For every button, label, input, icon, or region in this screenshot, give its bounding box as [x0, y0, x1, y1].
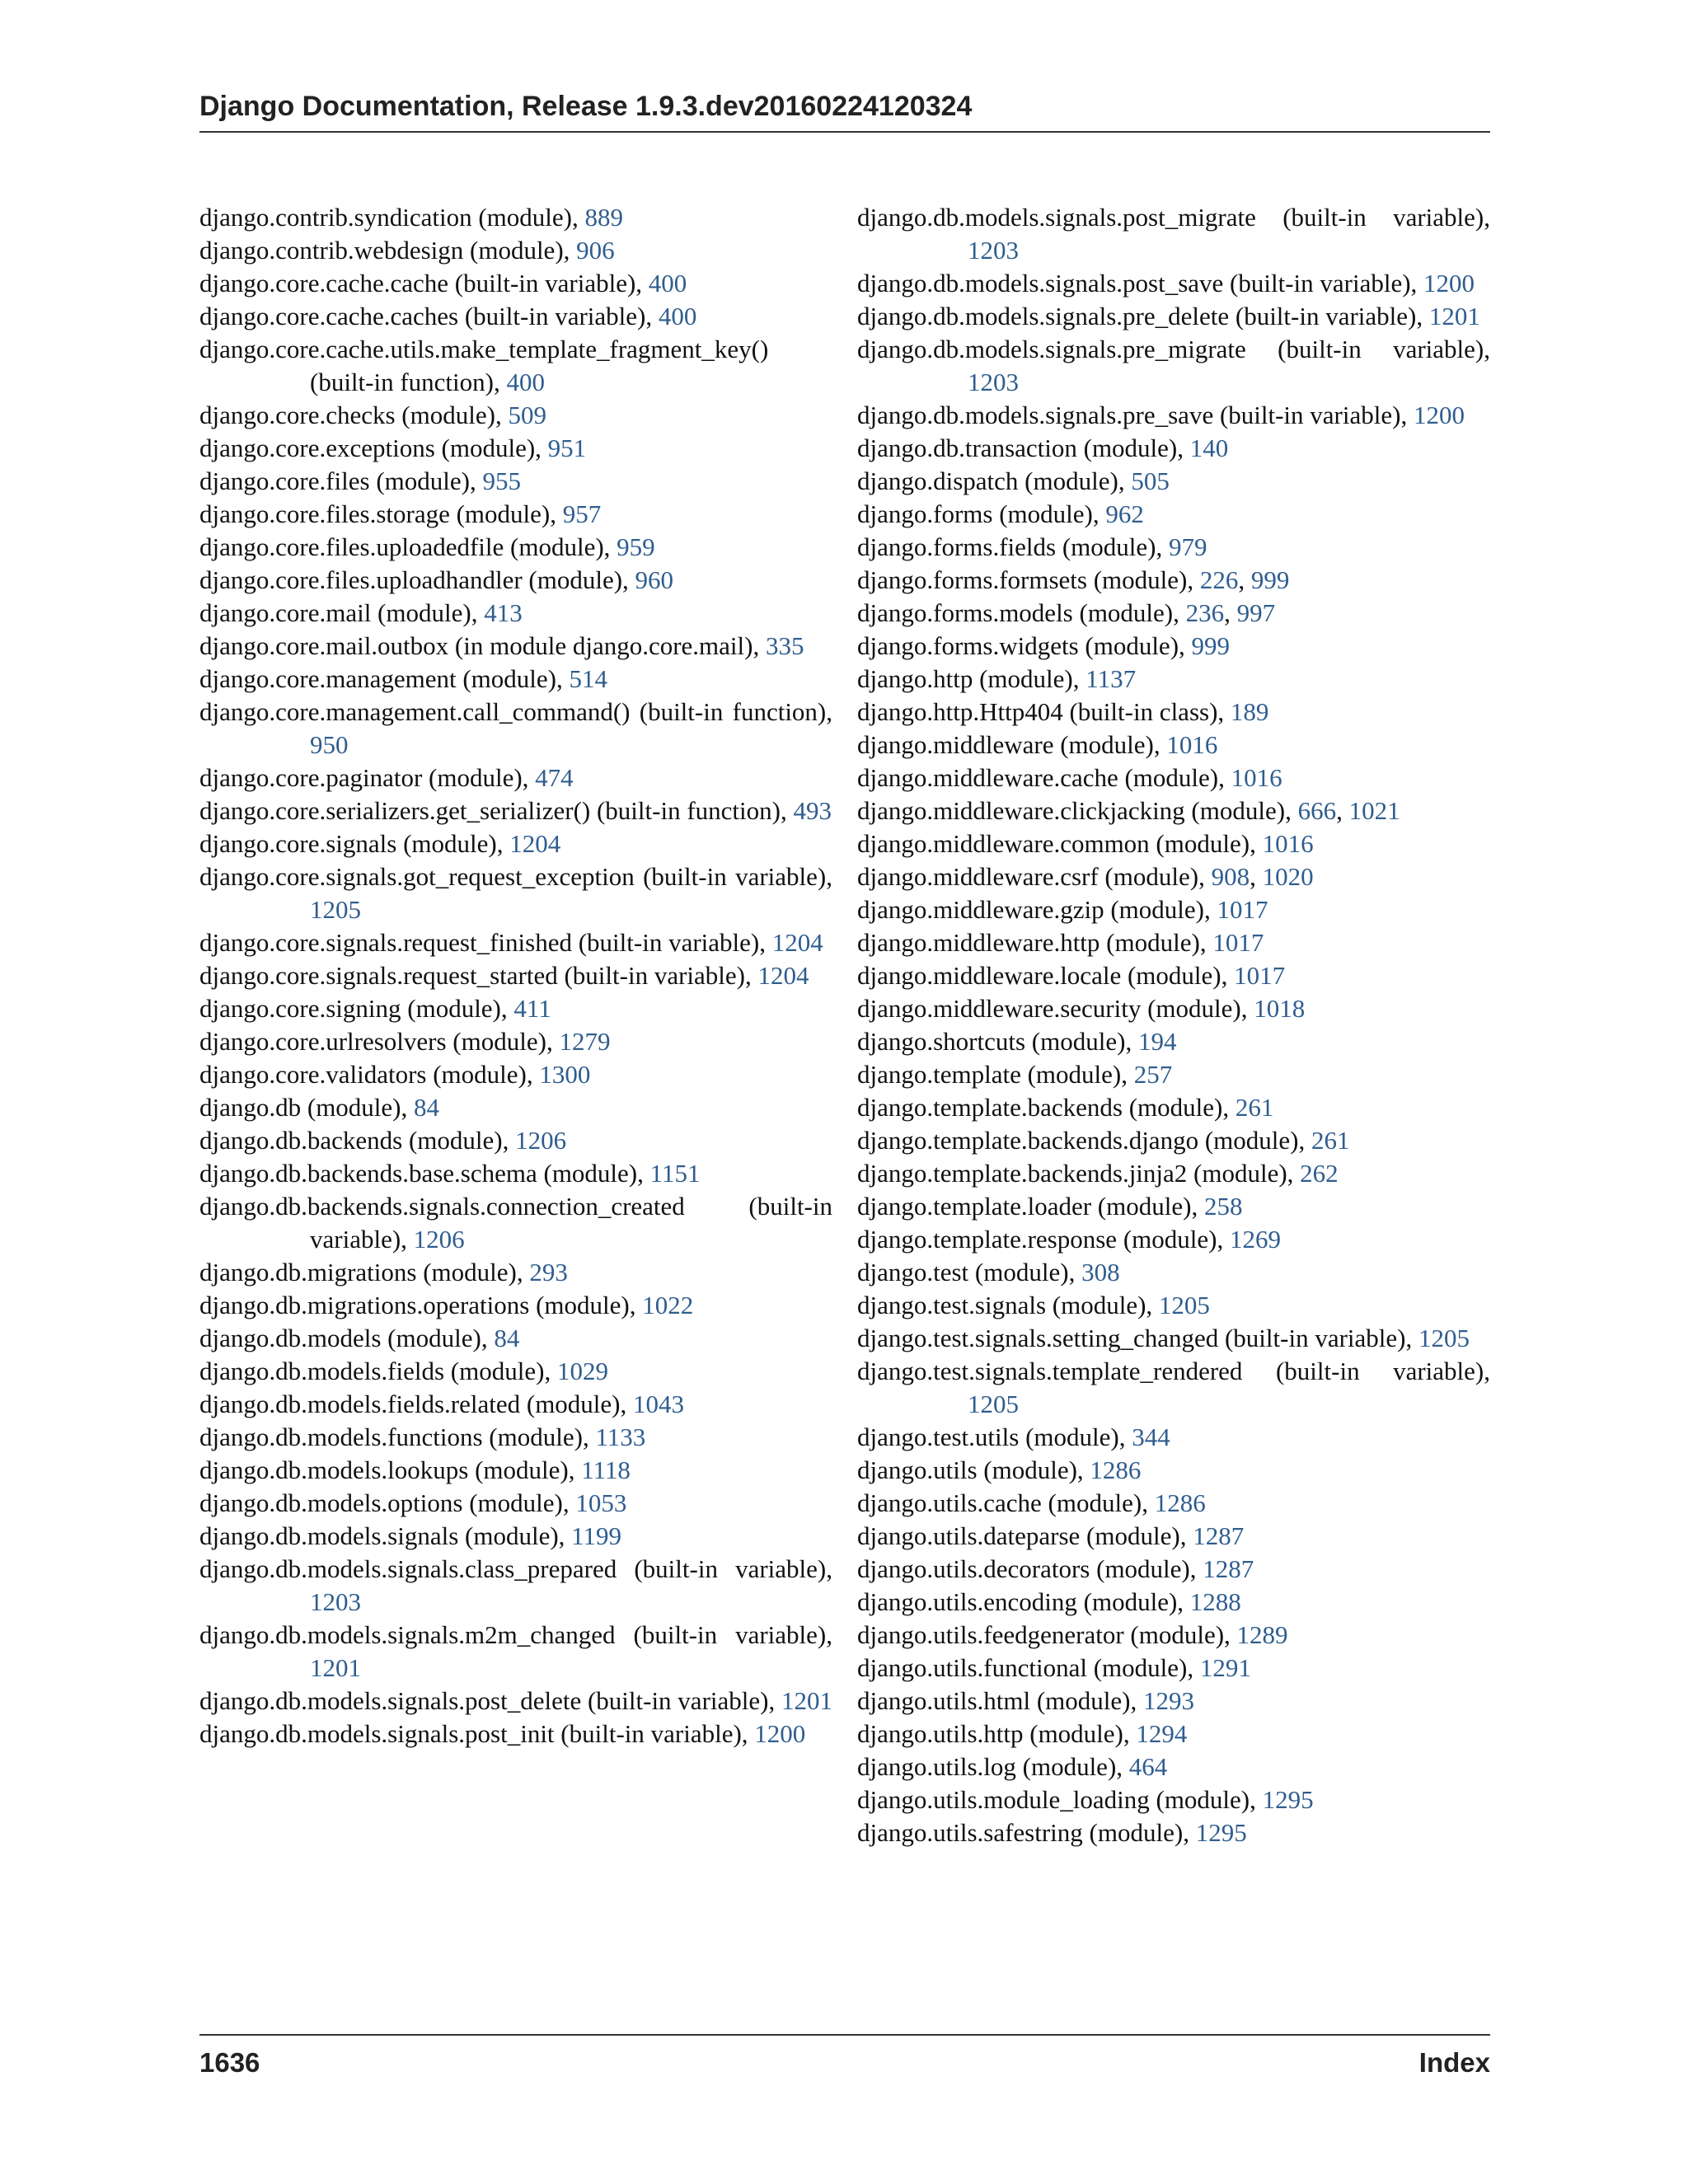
index-entry: django.db.models.signals.m2m_changed (built-in variable), 1201 — [199, 1620, 832, 1682]
page-link[interactable]: 1293 — [1143, 1686, 1194, 1715]
index-entry: django.db.backends (module), 1206 — [199, 1126, 567, 1155]
page-link[interactable]: 1205 — [968, 1390, 1019, 1418]
index-entry: django.core.files.storage (module), 957 — [199, 499, 602, 528]
page-link[interactable]: 957 — [562, 499, 602, 528]
index-entry-term: django.db.models.functions (module) — [199, 1422, 583, 1451]
index-entry-term: django.db.backends (module) — [199, 1126, 503, 1155]
page-link[interactable]: 261 — [1311, 1126, 1350, 1155]
index-entry: django.utils.http (module), 1294 — [857, 1719, 1188, 1748]
index-entry-term: django.template.response (module) — [857, 1225, 1217, 1254]
index-entry-term: django.db.transaction (module) — [857, 434, 1178, 462]
page-link[interactable]: 1287 — [1193, 1521, 1245, 1550]
index-entry: django.core.files (module), 955 — [199, 466, 521, 495]
index-entry: django.test.signals (module), 1205 — [857, 1291, 1210, 1319]
page-link[interactable]: 1204 — [771, 928, 823, 957]
index-entry: django.http.Http404 (built-in class), 189 — [857, 697, 1269, 726]
page-link[interactable]: 1201 — [781, 1686, 832, 1715]
index-entry-term: django.utils.module_loading (module) — [857, 1785, 1250, 1814]
page-header — [199, 91, 1490, 133]
index-entry-term: django.template.backends.jinja2 (module) — [857, 1159, 1287, 1188]
page-link[interactable]: 1203 — [310, 1587, 361, 1616]
index-entry-term: django.db.models.fields.related (module) — [199, 1390, 621, 1418]
index-entry-term: django.db.migrations.operations (module) — [199, 1291, 630, 1319]
index-entry: django.core.signals.request_started (built-in variable), 1204 — [199, 961, 809, 990]
index-entry-term: django.utils.dateparse (module) — [857, 1521, 1180, 1550]
index-entry: django.test (module), 308 — [857, 1258, 1120, 1286]
index-entry: django.middleware.common (module), 1016 — [857, 829, 1314, 858]
index-columns — [199, 201, 1490, 1849]
page-link[interactable]: 84 — [494, 1324, 520, 1352]
page-link[interactable]: 889 — [584, 203, 623, 232]
page-link[interactable]: 1205 — [310, 895, 361, 924]
page-link[interactable]: 950 — [310, 730, 349, 759]
index-entry: django.utils (module), 1286 — [857, 1455, 1142, 1484]
index-entry: django.db (module), 84 — [199, 1093, 440, 1122]
page-link[interactable]: 236 — [1185, 598, 1225, 627]
index-entry: django.db.models.lookups (module), 1118 — [199, 1455, 631, 1484]
page-link[interactable]: 1206 — [515, 1126, 567, 1155]
index-entry-term: django.db.models.signals.pre_delete (built-in variable) — [857, 302, 1417, 330]
index-entry: django.core.signals (module), 1204 — [199, 829, 561, 858]
index-entry: django.contrib.webdesign (module), 906 — [199, 236, 615, 265]
page-link[interactable]: 959 — [617, 532, 655, 561]
index-entry: django.db.models.signals (module), 1199 — [199, 1521, 622, 1550]
index-entry-term: django.utils.feedgenerator (module) — [857, 1620, 1225, 1649]
index-entry-term: django.middleware.cache (module) — [857, 763, 1219, 792]
page-link[interactable]: 960 — [635, 565, 674, 594]
index-entry-term: django.core.files.storage (module) — [199, 499, 551, 528]
index-entry-term: django.core.signing (module) — [199, 994, 501, 1023]
index-entry-term: django.utils.log (module) — [857, 1752, 1117, 1781]
index-entry-term: django.core.cache.caches (built-in variable) — [199, 302, 646, 330]
index-entry: django.utils.decorators (module), 1287 — [857, 1554, 1254, 1583]
index-entry: django.core.checks (module), 509 — [199, 401, 546, 429]
page-link[interactable]: 1288 — [1189, 1587, 1241, 1616]
index-entry-term: django.core.files.uploadedfile (module) — [199, 532, 604, 561]
index-entry: django.core.exceptions (module), 951 — [199, 434, 587, 462]
page-link[interactable]: 1201 — [310, 1653, 361, 1682]
index-entry: django.db.models.signals.pre_save (built-in variable), 1200 — [857, 401, 1465, 429]
index-entry: django.core.cache.utils.make_template_fragment_key() (built-in function), 400 — [199, 335, 769, 396]
page-link[interactable]: 505 — [1131, 466, 1170, 495]
index-entry-term: django.core.serializers.get_serializer() (built-in function) — [199, 796, 781, 825]
index-entry-term: django.core.signals (module) — [199, 829, 497, 858]
index-entry: django.db.models.signals.post_save (built-in variable), 1200 — [857, 269, 1475, 298]
index-entry: django.db.models.signals.post_init (built-in variable), 1200 — [199, 1719, 806, 1748]
index-entry: django.core.cache.cache (built-in variable), 400 — [199, 269, 687, 298]
page-link[interactable]: 194 — [1137, 1027, 1177, 1056]
page-link[interactable]: 1286 — [1154, 1488, 1206, 1517]
index-entry: django.core.paginator (module), 474 — [199, 763, 574, 792]
page-link[interactable]: 1017 — [1217, 895, 1268, 924]
index-entry: django.template.backends.jinja2 (module), 262 — [857, 1159, 1339, 1188]
index-entry: django.utils.cache (module), 1286 — [857, 1488, 1206, 1517]
index-entry-term: django.core.files (module) — [199, 466, 470, 495]
page-link[interactable]: 400 — [648, 269, 687, 298]
index-entry: django.db.models.signals.class_prepared (built-in variable), 1203 — [199, 1554, 832, 1616]
index-entry-term: django.core.management.call_command() (built-in function) — [199, 697, 827, 726]
index-entry: django.utils.safestring (module), 1295 — [857, 1818, 1247, 1847]
index-entry-term: django.middleware.http (module) — [857, 928, 1200, 957]
index-entry-term: django.db.models.options (module) — [199, 1488, 563, 1517]
index-entry-term: django.template.backends.django (module) — [857, 1126, 1299, 1155]
page-link[interactable]: 308 — [1081, 1258, 1120, 1286]
page-link[interactable]: 999 — [1250, 565, 1290, 594]
page-number: 1636 — [199, 2047, 260, 2078]
index-entry: django.shortcuts (module), 194 — [857, 1027, 1177, 1056]
index-entry-term: django.db.backends.base.schema (module) — [199, 1159, 638, 1188]
page-footer — [199, 2034, 1490, 2079]
index-entry: django.db.models.fields.related (module), 1043 — [199, 1390, 685, 1418]
page-link[interactable]: 666 — [1297, 796, 1337, 825]
index-entry: django.test.signals.setting_changed (built-in variable), 1205 — [857, 1324, 1470, 1352]
page-link[interactable]: 1199 — [571, 1521, 622, 1550]
page-link[interactable]: 1205 — [1158, 1291, 1210, 1319]
index-entry: django.db.models (module), 84 — [199, 1324, 520, 1352]
index-entry-term: django.utils (module) — [857, 1455, 1077, 1484]
index-entry: django.core.signals.request_finished (built-in variable), 1204 — [199, 928, 823, 957]
index-entry: django.middleware.gzip (module), 1017 — [857, 895, 1268, 924]
index-entry-term: django.utils.cache (module) — [857, 1488, 1142, 1517]
index-entry-term: django.http.Http404 (built-in class) — [857, 697, 1218, 726]
index-entry-term: django.middleware.locale (module) — [857, 961, 1221, 990]
page-link[interactable]: 1022 — [642, 1291, 694, 1319]
page-link[interactable]: 1294 — [1136, 1719, 1188, 1748]
index-entry-term: django.middleware.clickjacking (module) — [857, 796, 1286, 825]
page-link[interactable]: 1151 — [649, 1159, 701, 1188]
page-link[interactable]: 1204 — [509, 829, 561, 858]
index-entry: django.middleware.security (module), 1018 — [857, 994, 1306, 1023]
page-link[interactable]: 1016 — [1262, 829, 1314, 858]
index-entry: django.core.validators (module), 1300 — [199, 1060, 591, 1089]
index-entry: django.middleware.cache (module), 1016 — [857, 763, 1282, 792]
index-entry-term: django.contrib.syndication (module) — [199, 203, 572, 232]
page-link[interactable]: 474 — [535, 763, 574, 792]
index-entry-term: django.db.backends.signals.connection_created (built-in variable) — [199, 1192, 832, 1254]
page-link[interactable]: 84 — [414, 1093, 440, 1122]
index-entry: django.utils.feedgenerator (module), 1289 — [857, 1620, 1288, 1649]
index-entry: django.dispatch (module), 505 — [857, 466, 1170, 495]
index-entry: django.db.models.options (module), 1053 — [199, 1488, 627, 1517]
index-entry-term: django.test.signals (module) — [857, 1291, 1146, 1319]
index-entry-term: django.core.signals.request_finished (built-in variable) — [199, 928, 760, 957]
index-entry-term: django.middleware.security (module) — [857, 994, 1241, 1023]
index-entry-term: django.template.backends (module) — [857, 1093, 1223, 1122]
page-link[interactable]: 293 — [529, 1258, 568, 1286]
index-entry-term: django.core.signals.got_request_exception (built-in variable) — [199, 862, 827, 891]
page-link[interactable]: 1203 — [968, 236, 1019, 265]
page-link[interactable]: 1200 — [754, 1719, 806, 1748]
index-entry: django.utils.log (module), 464 — [857, 1752, 1168, 1781]
index-entry-term: django.db.models.signals (module) — [199, 1521, 559, 1550]
page-link[interactable]: 951 — [547, 434, 587, 462]
index-entry: django.test.utils (module), 344 — [857, 1422, 1170, 1451]
page-link[interactable]: 261 — [1235, 1093, 1274, 1122]
page-link[interactable]: 1017 — [1212, 928, 1264, 957]
index-entry: django.template.loader (module), 258 — [857, 1192, 1243, 1221]
index-entry-term: django.dispatch (module) — [857, 466, 1118, 495]
index-entry-term: django.http (module) — [857, 664, 1073, 693]
index-entry: django.db.models.signals.pre_delete (built-in variable), 1201 — [857, 302, 1480, 330]
page-link[interactable]: 411 — [513, 994, 551, 1023]
index-entry: django.core.signing (module), 411 — [199, 994, 551, 1023]
page-link[interactable]: 1287 — [1203, 1554, 1254, 1583]
index-entry: django.middleware.http (module), 1017 — [857, 928, 1264, 957]
page-link[interactable]: 257 — [1133, 1060, 1173, 1089]
index-entry: django.http (module), 1137 — [857, 664, 1137, 693]
index-entry: django.utils.encoding (module), 1288 — [857, 1587, 1241, 1616]
index-entry: django.db.backends.base.schema (module), 1151 — [199, 1159, 701, 1188]
page-link[interactable]: 1269 — [1229, 1225, 1281, 1254]
index-entry: django.middleware (module), 1016 — [857, 730, 1218, 759]
index-entry-term: django.core.checks (module) — [199, 401, 495, 429]
index-entry-term: django.core.files.uploadhandler (module) — [199, 565, 623, 594]
index-entry: django.core.mail.outbox (in module django.core.mail), 335 — [199, 631, 804, 660]
index-entry-term: django.test.signals.setting_changed (built-in variable) — [857, 1324, 1406, 1352]
index-entry-term: django.db.models.signals.post_init (built-in variable) — [199, 1719, 742, 1748]
index-entry-term: django.template (module) — [857, 1060, 1122, 1089]
index-entry-term: django.utils.encoding (module) — [857, 1587, 1178, 1616]
index-entry-term: django.middleware.common (module) — [857, 829, 1250, 858]
page-link[interactable]: 1200 — [1413, 401, 1465, 429]
index-entry-term: django.forms (module) — [857, 499, 1093, 528]
page-link[interactable]: 1017 — [1234, 961, 1286, 990]
index-entry-term: django.utils.http (module) — [857, 1719, 1123, 1748]
index-entry: django.core.signals.got_request_exception (built-in variable), 1205 — [199, 862, 832, 924]
index-entry: django.middleware.locale (module), 1017 — [857, 961, 1286, 990]
index-entry-term: django.db.models.signals.post_delete (built-in variable) — [199, 1686, 769, 1715]
page-link[interactable]: 1053 — [575, 1488, 627, 1517]
index-entry-term: django.forms.widgets (module) — [857, 631, 1179, 660]
index-entry-term: django.core.validators (module) — [199, 1060, 527, 1089]
index-entry-term: django.db.models.lookups (module) — [199, 1455, 569, 1484]
index-entry-term: django.core.management (module) — [199, 664, 556, 693]
page-link[interactable]: 464 — [1128, 1752, 1168, 1781]
page-link[interactable]: 1020 — [1262, 862, 1314, 891]
index-entry-term: django.core.exceptions (module) — [199, 434, 536, 462]
index-entry: django.template.backends (module), 261 — [857, 1093, 1274, 1122]
index-entry: django.db.models.fields (module), 1029 — [199, 1357, 608, 1385]
index-entry-term: django.core.mail (module) — [199, 598, 471, 627]
index-entry: django.core.mail (module), 413 — [199, 598, 523, 627]
document-title: Django Documentation, Release 1.9.3.dev20160224120324 — [199, 91, 973, 122]
index-entry-term: django.utils.functional (module) — [857, 1653, 1188, 1682]
page-link[interactable]: 997 — [1236, 598, 1276, 627]
index-entry-term: django.core.cache.cache (built-in variable) — [199, 269, 636, 298]
section-name: Index — [1418, 2047, 1490, 2078]
index-entry: django.template.response (module), 1269 — [857, 1225, 1281, 1254]
index-column-right — [857, 201, 1490, 1849]
index-entry-term: django.core.urlresolvers (module) — [199, 1027, 546, 1056]
index-entry: django.utils.html (module), 1293 — [857, 1686, 1194, 1715]
index-entry-term: django.template.loader (module) — [857, 1192, 1192, 1221]
page-link[interactable]: 1021 — [1348, 796, 1400, 825]
index-entry: django.core.files.uploadhandler (module), 960 — [199, 565, 674, 594]
index-entry-term: django.test (module) — [857, 1258, 1069, 1286]
index-entry-term: django.middleware.gzip (module) — [857, 895, 1204, 924]
index-entry-term: django.test.utils (module) — [857, 1422, 1119, 1451]
index-entry-term: django.middleware.csrf (module) — [857, 862, 1199, 891]
index-entry: django.db.models.signals.pre_migrate (built-in variable), 1203 — [857, 335, 1490, 396]
index-entry: django.forms.fields (module), 979 — [857, 532, 1207, 561]
index-column-left — [199, 201, 832, 1849]
index-entry: django.db.backends.signals.connection_created (built-in variable), 1206 — [199, 1192, 832, 1254]
index-entry-term: django.db.models.signals.class_prepared (built-in variable) — [199, 1554, 827, 1583]
index-entry-term: django.db.migrations (module) — [199, 1258, 517, 1286]
index-entry: django.utils.module_loading (module), 1295 — [857, 1785, 1314, 1814]
index-entry: django.middleware.csrf (module), 908, 1020 — [857, 862, 1314, 891]
index-entry: django.core.urlresolvers (module), 1279 — [199, 1027, 611, 1056]
page-link[interactable]: 999 — [1191, 631, 1231, 660]
index-entry-term: django.utils.decorators (module) — [857, 1554, 1190, 1583]
index-entry-term: django.forms.fields (module) — [857, 532, 1156, 561]
index-entry: django.core.management (module), 514 — [199, 664, 607, 693]
index-entry: django.db.transaction (module), 140 — [857, 434, 1229, 462]
index-entry-term: django.core.signals.request_started (built-in variable) — [199, 961, 745, 990]
index-entry: django.db.migrations (module), 293 — [199, 1258, 568, 1286]
index-entry-term: django.forms.models (module) — [857, 598, 1174, 627]
index-entry: django.forms.widgets (module), 999 — [857, 631, 1231, 660]
page-link[interactable]: 1201 — [1428, 302, 1480, 330]
page-link[interactable]: 258 — [1203, 1192, 1243, 1221]
index-entry: django.middleware.clickjacking (module), 666, 1021 — [857, 796, 1400, 825]
page-link[interactable]: 908 — [1211, 862, 1250, 891]
index-entry-term: django.db (module) — [199, 1093, 401, 1122]
page-link[interactable]: 1200 — [1423, 269, 1475, 298]
page-link[interactable]: 1204 — [757, 961, 809, 990]
index-entry: django.contrib.syndication (module), 889 — [199, 203, 623, 232]
index-entry-term: django.core.paginator (module) — [199, 763, 523, 792]
page-link[interactable]: 1295 — [1195, 1818, 1247, 1847]
index-entry-term: django.db.models.signals.pre_migrate (built-in variable) — [857, 335, 1484, 363]
index-entry: django.forms (module), 962 — [857, 499, 1144, 528]
page-link[interactable]: 335 — [765, 631, 804, 660]
index-entry: django.db.models.signals.post_delete (built-in variable), 1201 — [199, 1686, 832, 1715]
page-link[interactable]: 906 — [576, 236, 615, 265]
page-link[interactable]: 1018 — [1254, 994, 1306, 1023]
page-link[interactable]: 1295 — [1262, 1785, 1314, 1814]
page-link[interactable]: 962 — [1105, 499, 1144, 528]
page-link[interactable]: 514 — [569, 664, 607, 693]
page-link[interactable]: 1118 — [581, 1455, 631, 1484]
index-entry: django.utils.dateparse (module), 1287 — [857, 1521, 1245, 1550]
index-entry-term: django.test.signals.template_rendered (built-in variable) — [857, 1357, 1484, 1385]
index-entry-term: django.contrib.webdesign (module) — [199, 236, 564, 265]
page-link[interactable]: 400 — [658, 302, 697, 330]
page-link[interactable]: 344 — [1132, 1422, 1170, 1451]
page-link[interactable]: 400 — [506, 368, 545, 396]
index-entry-term: django.db.models.signals.m2m_changed (built-in variable) — [199, 1620, 827, 1649]
page-link[interactable]: 1043 — [633, 1390, 685, 1418]
page-link[interactable]: 1016 — [1231, 763, 1282, 792]
page-link[interactable]: 1286 — [1090, 1455, 1142, 1484]
index-entry: django.core.cache.caches (built-in variable), 400 — [199, 302, 697, 330]
index-entry-term: django.db.models.signals.post_save (built-in variable) — [857, 269, 1411, 298]
index-entry: django.forms.formsets (module), 226, 999 — [857, 565, 1290, 594]
index-entry-term: django.core.mail.outbox (in module django.core.mail) — [199, 631, 753, 660]
index-entry-term: django.utils.safestring (module) — [857, 1818, 1184, 1847]
page-link[interactable]: 1291 — [1199, 1653, 1251, 1682]
page-link[interactable]: 189 — [1230, 697, 1269, 726]
index-entry-term: django.db.models.signals.pre_save (built-in variable) — [857, 401, 1401, 429]
page-link[interactable]: 1279 — [559, 1027, 611, 1056]
page-link[interactable]: 1205 — [1418, 1324, 1470, 1352]
page-link[interactable]: 1029 — [556, 1357, 608, 1385]
index-entry-term: django.middleware (module) — [857, 730, 1154, 759]
index-entry: django.template.backends.django (module), 261 — [857, 1126, 1350, 1155]
index-entry-term: django.utils.html (module) — [857, 1686, 1131, 1715]
page-link[interactable]: 1206 — [413, 1225, 465, 1254]
index-entry-term: django.forms.formsets (module) — [857, 565, 1188, 594]
index-entry-term: django.db.models (module) — [199, 1324, 481, 1352]
index-entry: django.template (module), 257 — [857, 1060, 1173, 1089]
index-entry-term: django.db.models.fields (module) — [199, 1357, 545, 1385]
index-entry-term: django.db.models.signals.post_migrate (built-in variable) — [857, 203, 1484, 232]
page-link[interactable]: 1300 — [539, 1060, 591, 1089]
index-entry: django.core.management.call_command() (built-in function), 950 — [199, 697, 832, 759]
index-entry: django.core.files.uploadedfile (module), 959 — [199, 532, 655, 561]
index-entry: django.db.models.functions (module), 1133 — [199, 1422, 646, 1451]
index-entry: django.utils.functional (module), 1291 — [857, 1653, 1251, 1682]
page-link[interactable]: 955 — [482, 466, 521, 495]
page-link[interactable]: 493 — [793, 796, 832, 825]
page-link[interactable]: 262 — [1300, 1159, 1339, 1188]
page-link[interactable]: 1137 — [1085, 664, 1137, 693]
index-entry: django.db.models.signals.post_migrate (built-in variable), 1203 — [857, 203, 1490, 265]
page-link[interactable]: 413 — [484, 598, 523, 627]
index-entry-term: django.core.cache.utils.make_template_fragment_key() (built-in function) — [199, 335, 769, 396]
page-link[interactable]: 979 — [1168, 532, 1207, 561]
index-entry: django.forms.models (module), 236, 997 — [857, 598, 1276, 627]
page-link[interactable]: 1016 — [1166, 730, 1218, 759]
page-link[interactable]: 140 — [1189, 434, 1229, 462]
page-link[interactable]: 509 — [508, 401, 546, 429]
page-link[interactable]: 226 — [1199, 565, 1239, 594]
page-link[interactable]: 1203 — [968, 368, 1019, 396]
index-entry-term: django.shortcuts (module) — [857, 1027, 1126, 1056]
index-entry: django.db.migrations.operations (module), 1022 — [199, 1291, 694, 1319]
index-entry: django.test.signals.template_rendered (built-in variable), 1205 — [857, 1357, 1490, 1418]
page-link[interactable]: 1289 — [1236, 1620, 1288, 1649]
page-link[interactable]: 1133 — [595, 1422, 646, 1451]
index-entry: django.core.serializers.get_serializer() (built-in function), 493 — [199, 796, 832, 825]
